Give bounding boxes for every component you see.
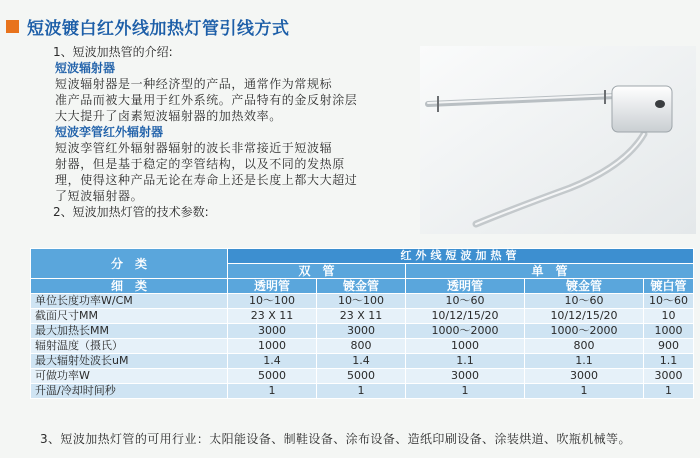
table-cell: 1.4 — [228, 354, 317, 369]
table-row — [31, 294, 694, 309]
table-row — [31, 384, 694, 399]
table-cell: 10/12/15/20 — [525, 309, 644, 324]
single-tube-header: 单 管 — [406, 264, 694, 279]
table-cell: 1 — [406, 384, 525, 399]
table-cell: 3000 — [317, 324, 406, 339]
table-row — [31, 369, 694, 384]
table-cell: 10/12/15/20 — [406, 309, 525, 324]
table-cell: 1 — [644, 384, 694, 399]
row-label: 单位长度功率W/CM — [31, 294, 228, 309]
table-row — [31, 339, 694, 354]
table-cell: 1000～2000 — [525, 324, 644, 339]
table-cell: 10～60 — [525, 294, 644, 309]
row-label: 升温/冷却时间秒 — [31, 384, 228, 399]
subcol-header: 镀金管 — [525, 279, 644, 294]
row-label: 最大加热长MM — [31, 324, 228, 339]
group-header: 红外线短波加热管 — [228, 249, 694, 264]
table-cell: 10～60 — [406, 294, 525, 309]
table-cell: 1000～2000 — [406, 324, 525, 339]
table-cell: 3000 — [228, 324, 317, 339]
table-cell: 3000 — [644, 369, 694, 384]
table-cell: 1.1 — [525, 354, 644, 369]
emitter-subtitle: 短波辐射器 — [55, 61, 116, 75]
table-cell: 3000 — [525, 369, 644, 384]
table-cell: 1000 — [644, 324, 694, 339]
subcategory-header: 细 类 — [31, 279, 228, 294]
table-cell: 3000 — [406, 369, 525, 384]
table-row — [31, 354, 694, 369]
table-cell: 1000 — [228, 339, 317, 354]
page-title: 短波镀白红外线加热灯管引线方式 — [27, 18, 290, 39]
table-row — [31, 309, 694, 324]
spec-table — [30, 248, 694, 399]
table-cell: 5000 — [228, 369, 317, 384]
emitter-line: 大大提升了卤素短波辐射器的加热效率。 — [55, 109, 282, 123]
row-label: 辐射温度（摄氏） — [31, 339, 228, 354]
emitter-line: 短波辐射器是一种经济型的产品，通常作为常规标 — [55, 77, 333, 91]
table-cell: 10 — [644, 309, 694, 324]
heating-tube-photo — [420, 46, 696, 234]
params-heading: 2、短波加热灯管的技术参数: — [53, 205, 209, 219]
subcol-header: 透明管 — [228, 279, 317, 294]
row-label: 最大辐射处波长uM — [31, 354, 228, 369]
emitter-line: 准产品而被大量用于红外系统。产品特有的金反射涂层 — [55, 93, 358, 107]
twin-subtitle: 短波孪管红外辐射器 — [55, 125, 164, 139]
table-cell: 10～100 — [317, 294, 406, 309]
table-cell: 5000 — [317, 369, 406, 384]
twin-line: 了短波辐射器。 — [55, 189, 144, 203]
title-marker-icon — [6, 20, 19, 33]
twin-line: 理，使得这种产品无论在寿命上还是长度上都大大超过 — [55, 173, 358, 187]
twin-line: 短波孪管红外辐射器辐射的波长非常接近于短波辐 — [55, 141, 333, 155]
subcol-header: 镀金管 — [317, 279, 406, 294]
table-cell: 1 — [525, 384, 644, 399]
table-cell: 1.1 — [406, 354, 525, 369]
table-cell: 1 — [317, 384, 406, 399]
table-cell: 800 — [525, 339, 644, 354]
table-cell: 10～60 — [644, 294, 694, 309]
table-cell: 900 — [644, 339, 694, 354]
intro-heading: 1、短波加热管的介绍: — [53, 45, 173, 59]
table-cell: 23 X 11 — [317, 309, 406, 324]
double-tube-header: 双 管 — [228, 264, 406, 279]
table-cell: 10～100 — [228, 294, 317, 309]
intro-text — [40, 44, 410, 220]
row-label: 可做功率W — [31, 369, 228, 384]
row-label: 截面尺寸MM — [31, 309, 228, 324]
table-cell: 1000 — [406, 339, 525, 354]
table-cell: 1.4 — [317, 354, 406, 369]
title-row — [6, 14, 290, 38]
subcol-header: 镀白管 — [644, 279, 694, 294]
twin-line: 射器，但是基于稳定的孪管结构，以及不同的发热原 — [55, 157, 345, 171]
category-header: 分 类 — [31, 249, 228, 279]
table-row — [31, 324, 694, 339]
table-cell: 23 X 11 — [228, 309, 317, 324]
industries-text: 3、短波加热灯管的可用行业：太阳能设备、制鞋设备、涂布设备、造纸印刷设备、涂装烘道、吹瓶机械等。 — [40, 432, 631, 446]
subcol-header: 透明管 — [406, 279, 525, 294]
table-cell: 1 — [228, 384, 317, 399]
table-cell: 1.1 — [644, 354, 694, 369]
table-cell: 800 — [317, 339, 406, 354]
